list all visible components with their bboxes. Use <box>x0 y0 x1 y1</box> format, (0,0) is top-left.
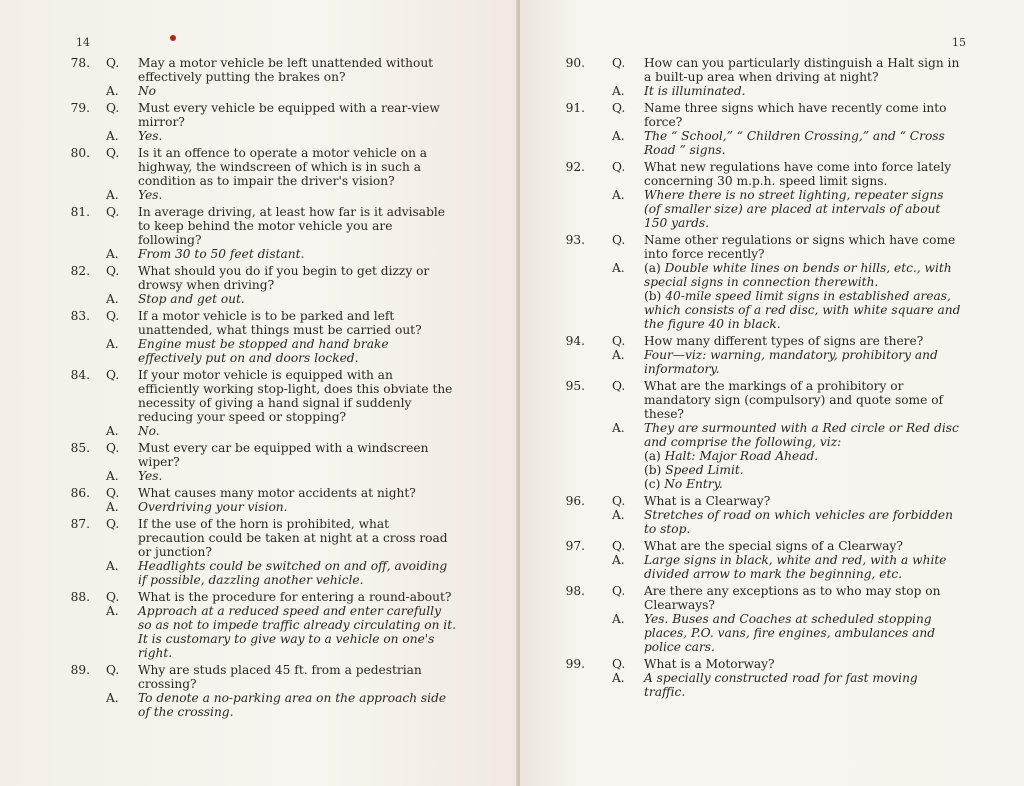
answer-text: A specially constructed road for fast moving traffic. <box>644 671 918 699</box>
question-row <box>0 441 518 469</box>
answer-row <box>520 129 1024 157</box>
question-number: 94. <box>565 334 585 348</box>
question-row <box>0 517 518 559</box>
answer-row <box>0 604 518 660</box>
question-label: Q. <box>106 101 120 115</box>
answer-text: It is illuminated. <box>644 84 746 98</box>
question-text: Must every car be equipped with a windscreen wiper? <box>138 441 429 469</box>
question-text: If a motor vehicle is to be parked and left unattended, what things must be carried out? <box>138 309 422 337</box>
answer-item-label: (a) <box>644 449 661 463</box>
question-row <box>520 56 1024 84</box>
answer-label: A. <box>106 247 119 261</box>
question-label: Q. <box>612 657 626 671</box>
answer-item-label: (b) <box>644 463 662 477</box>
answer-label: A. <box>612 188 625 202</box>
question-text: How can you particularly distinguish a Halt sign in a built-up area when driving at night? <box>644 56 960 84</box>
question-row <box>0 663 518 691</box>
question-number: 83. <box>70 309 90 323</box>
question-text: How many different types of signs are there? <box>644 334 924 348</box>
answer-row <box>0 129 518 143</box>
right-page <box>520 0 1024 786</box>
answer-label: A. <box>612 84 625 98</box>
answer-label: A. <box>106 129 119 143</box>
answer-row <box>520 84 1024 98</box>
qa-entry <box>520 56 1024 98</box>
question-label: Q. <box>612 233 626 247</box>
question-row <box>520 584 1024 612</box>
qa-entry <box>0 56 518 98</box>
qa-entry <box>0 590 518 660</box>
answer-list-item <box>644 261 962 289</box>
answer-item-text: No Entry. <box>664 477 723 491</box>
question-row <box>520 160 1024 188</box>
answer-label: A. <box>612 508 625 522</box>
question-text: What are the markings of a prohibitory or mandatory sign (compulsory) and quote some of these? <box>644 379 944 421</box>
answer-row <box>0 691 518 719</box>
question-number: 95. <box>565 379 585 393</box>
answer-label: A. <box>612 421 625 435</box>
answer-row <box>0 424 518 438</box>
answer-item-text: 40-mile speed limit signs in established areas, which consists of a red disc, with white square and the figure 40 in black. <box>644 289 961 331</box>
answer-label: A. <box>612 348 625 362</box>
answer-text: From 30 to 50 feet distant. <box>138 247 305 261</box>
question-number: 88. <box>70 590 90 604</box>
question-text: Name other regulations or signs which have come into force recently? <box>644 233 956 261</box>
question-label: Q. <box>612 379 626 393</box>
answer-item-text: Speed Limit. <box>665 463 744 477</box>
answer-list-item <box>644 449 962 463</box>
answer-label: A. <box>106 500 119 514</box>
answer-label: A. <box>106 337 119 351</box>
answer-text: Yes. <box>138 188 163 202</box>
answer-label: A. <box>106 691 119 705</box>
answer-text: Engine must be stopped and hand brake effectively put on and doors locked. <box>138 337 389 365</box>
answer-text: Yes. Buses and Coaches at scheduled stopping places, P.O. vans, fire engines, ambulances and police cars. <box>644 612 936 654</box>
answer-row <box>520 421 1024 491</box>
question-number: 79. <box>70 101 90 115</box>
qa-entry <box>520 233 1024 331</box>
question-number: 90. <box>565 56 585 70</box>
question-number: 78. <box>70 56 90 70</box>
question-label: Q. <box>106 441 120 455</box>
answer-item-text: Halt: Major Road Ahead. <box>664 449 819 463</box>
question-label: Q. <box>612 334 626 348</box>
answer-text: They are surmounted with a Red circle or Red disc and comprise the following, viz: <box>644 421 959 449</box>
question-label: Q. <box>106 205 120 219</box>
question-text: Name three signs which have recently come into force? <box>644 101 947 129</box>
question-row <box>520 657 1024 671</box>
question-number: 99. <box>565 657 585 671</box>
question-text: What is the procedure for entering a round-about? <box>138 590 452 604</box>
question-row <box>520 379 1024 421</box>
question-text: What is a Clearway? <box>644 494 771 508</box>
question-row <box>0 368 518 424</box>
question-label: Q. <box>106 56 120 70</box>
qa-entry <box>520 101 1024 157</box>
question-number: 97. <box>565 539 585 553</box>
answer-text: To denote a no-parking area on the approach side of the crossing. <box>138 691 447 719</box>
answer-row <box>0 559 518 587</box>
qa-entry <box>0 663 518 719</box>
question-text: What should you do if you begin to get dizzy or drowsy when driving? <box>138 264 430 292</box>
qa-entry <box>0 309 518 365</box>
qa-entry <box>520 334 1024 376</box>
red-ink-mark <box>170 35 176 41</box>
qa-entry <box>520 584 1024 654</box>
question-number: 87. <box>70 517 90 531</box>
answer-row <box>520 553 1024 581</box>
question-number: 85. <box>70 441 90 455</box>
answer-label: A. <box>106 292 119 306</box>
question-number: 91. <box>565 101 585 115</box>
question-label: Q. <box>612 101 626 115</box>
question-row <box>520 539 1024 553</box>
answer-label: A. <box>612 612 625 626</box>
answer-text: Large signs in black, white and red, with a white divided arrow to mark the beginning, etc. <box>644 553 947 581</box>
answer-item-label: (c) <box>644 477 661 491</box>
question-label: Q. <box>612 539 626 553</box>
question-label: Q. <box>106 309 120 323</box>
answer-text: No <box>138 84 157 98</box>
question-number: 96. <box>565 494 585 508</box>
answer-text: Stretches of road on which vehicles are forbidden to stop. <box>644 508 953 536</box>
qa-entry <box>0 441 518 483</box>
question-label: Q. <box>106 146 120 160</box>
question-number: 86. <box>70 486 90 500</box>
answer-label: A. <box>106 84 119 98</box>
question-row <box>0 486 518 500</box>
question-text: May a motor vehicle be left unattended without effectively putting the brakes on? <box>138 56 434 84</box>
answer-label: A. <box>612 553 625 567</box>
question-row <box>520 494 1024 508</box>
question-number: 89. <box>70 663 90 677</box>
qa-entry <box>0 101 518 143</box>
answer-label: A. <box>612 671 625 685</box>
qa-entry <box>0 205 518 261</box>
qa-entry <box>0 517 518 587</box>
question-label: Q. <box>106 368 120 382</box>
answer-text: No. <box>138 424 160 438</box>
answer-row <box>520 188 1024 230</box>
question-label: Q. <box>106 517 120 531</box>
question-number: 92. <box>565 160 585 174</box>
question-label: Q. <box>106 663 120 677</box>
qa-list-left <box>0 56 518 722</box>
question-text: In average driving, at least how far is it advisable to keep behind the motor vehicle you are following? <box>138 205 445 247</box>
question-label: Q. <box>106 264 120 278</box>
page-number-left: 14 <box>76 36 90 49</box>
question-number: 80. <box>70 146 90 160</box>
answer-text: The “ School,” “ Children Crossing,” and “ Cross Road ” signs. <box>644 129 945 157</box>
answer-label: A. <box>612 129 625 143</box>
answer-list-item <box>644 289 962 331</box>
question-row <box>520 233 1024 261</box>
question-text: What causes many motor accidents at night? <box>138 486 416 500</box>
question-text: What new regulations have come into force lately concerning 30 m.p.h. speed limit signs. <box>644 160 952 188</box>
answer-row <box>0 84 518 98</box>
qa-entry <box>520 539 1024 581</box>
question-label: Q. <box>106 590 120 604</box>
answer-row <box>520 261 1024 331</box>
qa-entry <box>0 264 518 306</box>
answer-text: Overdriving your vision. <box>138 500 288 514</box>
answer-label: A. <box>106 469 119 483</box>
question-label: Q. <box>612 494 626 508</box>
answer-text: Stop and get out. <box>138 292 245 306</box>
question-label: Q. <box>612 160 626 174</box>
page-number-right: 15 <box>952 36 966 49</box>
question-text: Are there any exceptions as to who may stop on Clearways? <box>644 584 941 612</box>
answer-list-item <box>644 463 962 477</box>
question-number: 98. <box>565 584 585 598</box>
question-text: What are the special signs of a Clearway? <box>644 539 903 553</box>
answer-text: Where there is no street lighting, repeater signs (of smaller size) are placed at intervals of about 150 yards. <box>644 188 944 230</box>
question-label: Q. <box>106 486 120 500</box>
qa-entry <box>0 146 518 202</box>
question-row <box>0 264 518 292</box>
answer-label: A. <box>106 604 119 618</box>
answer-text: Yes. <box>138 469 163 483</box>
question-label: Q. <box>612 56 626 70</box>
qa-list-right <box>520 56 1024 702</box>
question-label: Q. <box>612 584 626 598</box>
answer-text: Approach at a reduced speed and enter carefully so as not to impede traffic already circulating on it. It is customary to give way to a vehicle on one's right. <box>138 604 456 660</box>
answer-text: Yes. <box>138 129 163 143</box>
question-text: If the use of the horn is prohibited, what precaution could be taken at night at a cross road or junction? <box>138 517 448 559</box>
answer-row <box>0 247 518 261</box>
answer-label: A. <box>106 559 119 573</box>
answer-row <box>0 292 518 306</box>
question-row <box>0 590 518 604</box>
question-text: What is a Motorway? <box>644 657 775 671</box>
question-text: Why are studs placed 45 ft. from a pedestrian crossing? <box>138 663 422 691</box>
answer-row <box>0 469 518 483</box>
answer-text: Four—viz: warning, mandatory, prohibitory and informatory. <box>644 348 938 376</box>
answer-row <box>0 500 518 514</box>
answer-label: A. <box>106 188 119 202</box>
question-number: 93. <box>565 233 585 247</box>
question-text: Must every vehicle be equipped with a rear-view mirror? <box>138 101 440 129</box>
answer-row <box>520 612 1024 654</box>
question-row <box>0 205 518 247</box>
question-row <box>0 101 518 129</box>
question-text: If your motor vehicle is equipped with an efficiently working stop-light, does this obviate the necessity of giving a hand signal if suddenly reducing your speed or stopping? <box>138 368 453 424</box>
answer-row <box>0 337 518 365</box>
qa-entry <box>520 494 1024 536</box>
answer-item-text: Double white lines on bends or hills, etc., with special signs in connection therewith. <box>644 261 952 289</box>
qa-entry <box>0 486 518 514</box>
answer-row <box>520 508 1024 536</box>
answer-text: Headlights could be switched on and off, avoiding if possible, dazzling another vehicle. <box>138 559 448 587</box>
answer-list-item <box>644 477 962 491</box>
question-text: Is it an offence to operate a motor vehicle on a highway, the windscreen of which is in such a condition as to impair the driver's vision? <box>138 146 428 188</box>
answer-row <box>520 671 1024 699</box>
question-number: 81. <box>70 205 90 219</box>
qa-entry <box>0 368 518 438</box>
question-row <box>0 309 518 337</box>
answer-item-label: (b) <box>644 289 662 303</box>
answer-label: A. <box>612 261 625 275</box>
answer-row <box>0 188 518 202</box>
question-row <box>520 101 1024 129</box>
answer-label: A. <box>106 424 119 438</box>
question-row <box>520 334 1024 348</box>
qa-entry <box>520 160 1024 230</box>
question-number: 84. <box>70 368 90 382</box>
question-number: 82. <box>70 264 90 278</box>
qa-entry <box>520 379 1024 491</box>
question-row <box>0 146 518 188</box>
question-row <box>0 56 518 84</box>
answer-item-label: (a) <box>644 261 661 275</box>
answer-row <box>520 348 1024 376</box>
qa-entry <box>520 657 1024 699</box>
